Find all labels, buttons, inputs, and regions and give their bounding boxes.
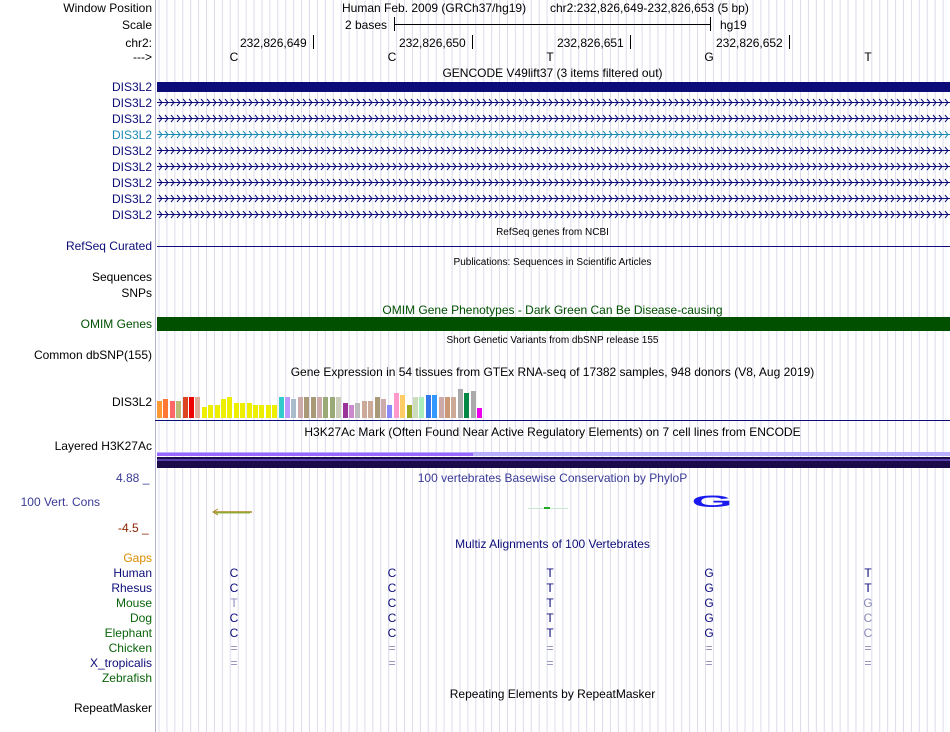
coord-tick — [472, 35, 473, 49]
gencode-gene-label[interactable]: DIS3L2 — [111, 176, 152, 190]
gtex-tissue-bar[interactable] — [323, 397, 328, 418]
multiz-base: C — [387, 596, 397, 610]
window-position-label: Window Position — [63, 1, 152, 15]
gencode-gene-label[interactable]: DIS3L2 — [111, 144, 152, 158]
gtex-bar-chart[interactable] — [157, 380, 557, 418]
gtex-tissue-bar[interactable] — [157, 401, 162, 418]
gtex-tissue-bar[interactable] — [311, 397, 316, 418]
multiz-base: = — [230, 656, 238, 670]
h3k27ac-signal-mid[interactable] — [157, 459, 950, 461]
gtex-tissue-bar[interactable] — [330, 397, 335, 418]
multiz-base: C — [229, 626, 239, 640]
gtex-tissue-bar[interactable] — [413, 397, 418, 418]
multiz-base: C — [387, 581, 397, 595]
scale-bar-left-tick — [394, 17, 395, 31]
gtex-tissue-bar[interactable] — [272, 405, 277, 418]
multiz-base: G — [704, 581, 714, 595]
multiz-base: G — [704, 566, 714, 580]
multiz-species-label[interactable]: Chicken — [108, 641, 152, 655]
gtex-tissue-bar[interactable] — [189, 397, 194, 418]
multiz-base: G — [704, 611, 714, 625]
gencode-transcript-intron[interactable] — [157, 114, 950, 123]
coord-label: 232,826,652 — [716, 36, 783, 50]
gtex-tissue-bar[interactable] — [458, 389, 463, 418]
multiz-base: = — [388, 641, 396, 655]
gtex-tissue-bar[interactable] — [253, 405, 258, 418]
gtex-tissue-bar[interactable] — [471, 391, 476, 418]
repeatmasker-track-label[interactable]: RepeatMasker — [73, 701, 152, 715]
multiz-base: T — [546, 596, 554, 610]
gtex-baseline — [155, 420, 950, 421]
gencode-track-title[interactable]: GENCODE V49lift37 (3 items filtered out) — [442, 66, 663, 80]
gtex-tissue-bar[interactable] — [317, 397, 322, 418]
scale-bar — [394, 24, 710, 25]
scale-bar-right-tick — [710, 17, 711, 31]
gtex-tissue-bar[interactable] — [247, 403, 252, 418]
multiz-base: = — [705, 656, 713, 670]
coord-tick — [789, 35, 790, 49]
multiz-base: C — [863, 626, 873, 640]
gtex-tissue-bar[interactable] — [227, 397, 232, 418]
strand-label: ---> — [133, 50, 152, 64]
multiz-base: T — [546, 626, 554, 640]
gtex-tissue-bar[interactable] — [298, 397, 303, 418]
omim-track-title[interactable]: OMIM Gene Phenotypes - Dark Green Can Be Disease-causing — [382, 303, 723, 317]
multiz-base: C — [863, 611, 873, 625]
gtex-tissue-bar[interactable] — [163, 399, 168, 418]
multiz-species-label[interactable]: Zebrafish — [101, 671, 152, 685]
multiz-base: = — [388, 656, 396, 670]
assembly-title: Human Feb. 2009 (GRCh37/hg19) — [342, 1, 527, 15]
repeatmasker-track-title[interactable]: Repeating Elements by RepeatMasker — [449, 687, 656, 701]
h3k27ac-track-label[interactable]: Layered H3K27Ac — [54, 439, 152, 453]
gtex-tissue-bar[interactable] — [426, 395, 431, 418]
multiz-base: T — [546, 611, 554, 625]
ref-base: T — [864, 50, 872, 64]
gtex-tissue-bar[interactable] — [176, 401, 181, 418]
gtex-tissue-bar[interactable] — [375, 397, 380, 418]
multiz-species-label[interactable]: Human — [113, 566, 152, 580]
scale-db: hg19 — [720, 18, 747, 32]
multiz-species-label[interactable]: Rhesus — [111, 581, 152, 595]
multiz-base: = — [230, 641, 238, 655]
multiz-base: C — [229, 581, 239, 595]
gtex-tissue-bar[interactable] — [407, 405, 412, 418]
gtex-tissue-bar[interactable] — [362, 401, 367, 418]
omim-track-label[interactable]: OMIM Genes — [80, 317, 152, 331]
chrom-label: chr2: — [125, 36, 152, 50]
gtex-tissue-bar[interactable] — [432, 395, 437, 418]
multiz-base: C — [387, 611, 397, 625]
gtex-tissue-bar[interactable] — [381, 399, 386, 418]
gtex-tissue-bar[interactable] — [170, 401, 175, 418]
multiz-base: T — [546, 566, 554, 580]
gtex-tissue-bar[interactable] — [400, 395, 405, 418]
multiz-base: = — [864, 641, 872, 655]
gtex-tissue-bar[interactable] — [477, 408, 482, 418]
cons-ymin-label: -4.5 _ — [118, 521, 149, 535]
gencode-gene-label[interactable]: DIS3L2 — [111, 96, 152, 110]
snps-track-label[interactable]: SNPs — [121, 286, 152, 300]
cons-negative-arrow — [210, 508, 256, 516]
gtex-tissue-bar[interactable] — [279, 397, 284, 418]
gtex-tissue-bar[interactable] — [304, 397, 309, 418]
multiz-base: T — [864, 581, 872, 595]
gencode-transcript-intron[interactable] — [157, 98, 950, 107]
refseq-track-label[interactable]: RefSeq Curated — [65, 239, 152, 253]
cons-track-title[interactable]: 100 vertebrates Basewise Conservation by PhyloP — [417, 471, 688, 485]
multiz-species-label[interactable]: X_tropicalis — [89, 656, 152, 670]
gtex-tissue-bar[interactable] — [266, 405, 271, 418]
gtex-tissue-bar[interactable] — [240, 403, 245, 418]
multiz-base: C — [387, 626, 397, 640]
ref-base: C — [229, 50, 239, 64]
gtex-tissue-bar[interactable] — [451, 397, 456, 418]
multiz-base: = — [864, 656, 872, 670]
gencode-gene-label[interactable]: DIS3L2 — [111, 160, 152, 174]
gtex-tissue-bar[interactable] — [202, 407, 207, 418]
multiz-base: = — [546, 641, 554, 655]
gtex-tissue-bar[interactable] — [445, 397, 450, 418]
multiz-base: T — [864, 566, 872, 580]
h3k27ac-signal-purple[interactable] — [157, 453, 473, 456]
gtex-tissue-bar[interactable] — [349, 405, 354, 418]
position-range: chr2:232,826,649-232,826,653 (5 bp) — [550, 1, 749, 15]
multiz-base: C — [387, 566, 397, 580]
multiz-track-title[interactable]: Multiz Alignments of 100 Vertebrates — [455, 537, 650, 551]
coord-label: 232,826,650 — [399, 36, 466, 50]
scale-label: Scale — [121, 18, 152, 32]
refseq-track-title[interactable]: RefSeq genes from NCBI — [496, 227, 609, 238]
gtex-tissue-bar[interactable] — [464, 393, 469, 418]
gtex-tissue-bar[interactable] — [291, 399, 296, 418]
gencode-gene-label[interactable]: DIS3L2 — [111, 208, 152, 222]
gtex-track-title[interactable]: Gene Expression in 54 tissues from GTEx RNA-seq of 17382 samples, 948 donors (V8, Aug 2019) — [290, 365, 815, 379]
gtex-tissue-bar[interactable] — [183, 397, 188, 418]
multiz-base: T — [230, 596, 238, 610]
gtex-tissue-bar[interactable] — [195, 397, 200, 418]
gencode-gene-label[interactable]: DIS3L2 — [111, 80, 152, 94]
multiz-base: G — [704, 626, 714, 640]
gtex-tissue-bar[interactable] — [343, 403, 348, 418]
h3k27ac-track-title[interactable]: H3K27Ac Mark (Often Found Near Active Regulatory Elements) on 7 cell lines from ENCODE — [304, 425, 801, 439]
gaps-label[interactable]: Gaps — [123, 551, 152, 565]
cons-g-logo — [690, 494, 734, 510]
gencode-transcript-intron[interactable] — [157, 194, 950, 203]
coord-tick — [630, 35, 631, 49]
gencode-transcript-intron[interactable] — [157, 178, 950, 187]
ref-base: G — [704, 50, 714, 64]
multiz-base: C — [229, 566, 239, 580]
multiz-base: = — [705, 641, 713, 655]
coord-label: 232,826,649 — [240, 36, 307, 50]
gtex-tissue-bar[interactable] — [285, 397, 290, 418]
gencode-gene-exon[interactable] — [157, 82, 950, 92]
gtex-tissue-bar[interactable] — [394, 393, 399, 418]
gtex-tissue-bar[interactable] — [387, 405, 392, 418]
ref-base: C — [387, 50, 397, 64]
coord-tick — [313, 35, 314, 49]
gtex-tissue-bar[interactable] — [208, 405, 213, 418]
scale-bases: 2 bases — [345, 18, 388, 32]
gencode-gene-label[interactable]: DIS3L2 — [111, 112, 152, 126]
multiz-species-label[interactable]: Elephant — [104, 626, 152, 640]
multiz-base: = — [546, 656, 554, 670]
gtex-track-label[interactable]: DIS3L2 — [111, 395, 152, 409]
dbsnp-track-label[interactable]: Common dbSNP(155) — [33, 348, 152, 362]
gtex-tissue-bar[interactable] — [439, 397, 444, 418]
omim-gene-bar[interactable] — [157, 317, 950, 331]
gtex-tissue-bar[interactable] — [419, 397, 424, 418]
refseq-gene-line[interactable] — [157, 246, 950, 247]
cons-logo-letter: G — [691, 494, 733, 510]
gencode-transcript-intron[interactable] — [157, 162, 950, 171]
cons-small-mark — [544, 507, 550, 509]
multiz-base: T — [546, 581, 554, 595]
ref-base: T — [546, 50, 554, 64]
gtex-tissue-bar[interactable] — [368, 401, 373, 418]
gtex-tissue-bar[interactable] — [221, 399, 226, 418]
multiz-species-label[interactable]: Mouse — [115, 596, 152, 610]
gencode-transcript-intron[interactable] — [157, 146, 950, 155]
multiz-species-label[interactable]: Dog — [129, 611, 152, 625]
dbsnp-track-title[interactable]: Short Genetic Variants from dbSNP release 155 — [446, 335, 659, 346]
gencode-transcript-intron[interactable] — [157, 210, 950, 219]
multiz-base: G — [863, 596, 873, 610]
multiz-base: C — [229, 611, 239, 625]
coord-label: 232,826,651 — [557, 36, 624, 50]
gtex-tissue-bar[interactable] — [355, 403, 360, 418]
publications-track-label[interactable]: Sequences — [91, 270, 152, 284]
cons-track-label[interactable]: 100 Vert. Cons — [20, 495, 100, 509]
gencode-transcript-intron[interactable] — [157, 130, 950, 139]
gencode-gene-label[interactable]: DIS3L2 — [111, 192, 152, 206]
publications-track-title[interactable]: Publications: Sequences in Scientific Articles — [453, 257, 652, 268]
gtex-tissue-bar[interactable] — [234, 403, 239, 418]
cons-ymax-label: 4.88 _ — [116, 471, 150, 485]
multiz-base: G — [704, 596, 714, 610]
gtex-tissue-bar[interactable] — [215, 405, 220, 418]
gtex-tissue-bar[interactable] — [259, 405, 264, 418]
gencode-gene-label[interactable]: DIS3L2 — [111, 128, 152, 142]
gtex-tissue-bar[interactable] — [336, 397, 341, 418]
